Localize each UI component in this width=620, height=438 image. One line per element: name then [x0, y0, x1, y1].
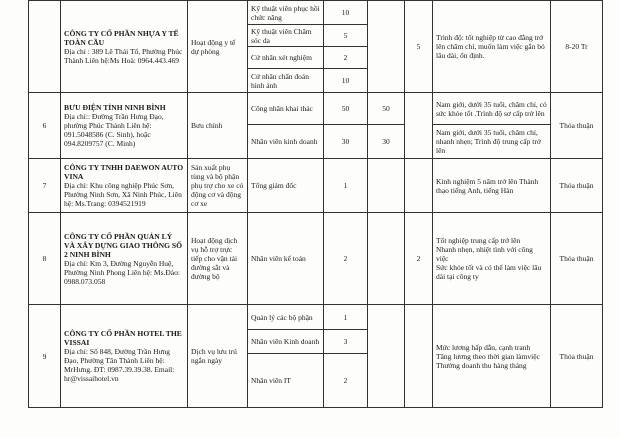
position-qty: 2	[324, 213, 368, 305]
table-row	[29, 159, 603, 213]
salary: Thỏa thuận	[551, 159, 603, 213]
requirement-line: Tốt nghiệp trung cấp trở lên	[436, 236, 521, 245]
company-name: CÔNG TY CỔ PHẦN HOTEL THE VISSAI	[64, 329, 182, 347]
company-name: CÔNG TY CỔ PHẦN QUẢN LÝ VÀ XÂY DỰNG GIAO THÔNG SỐ 2 NINH BÌNH	[64, 231, 183, 259]
requirements	[433, 213, 551, 305]
other-qty: 2	[405, 213, 433, 305]
requirements	[433, 305, 551, 408]
company-address: Địa chỉ: Khu công nghiệp Phúc Sơn, Phường Ninh Sơn, Xã Ninh Phúc, Liên hệ: Ms.Trang: 0394521919	[64, 181, 182, 208]
position-qty: 1	[324, 159, 368, 213]
business-field: Bưu chính	[188, 93, 248, 159]
requirement-line: Trình độ: tốt nghiệp từ cao đẳng trở lên chăm chỉ, muốn làm việc gắn bó lâu dài, ổn định.	[436, 33, 545, 60]
company-cell	[61, 213, 188, 305]
position-qty: 10	[324, 69, 368, 93]
position-title: Cử nhân chẩn đoán hình ảnh	[248, 69, 324, 93]
position-qty: 2	[324, 354, 368, 408]
salary: Thỏa thuận	[551, 305, 603, 408]
other-qty: 5	[405, 1, 433, 93]
company-address: Địa chỉ: Số 848, Đường Trần Hưng Đạo, Phường Tân Thành Liên hệ: MrHưng. ĐT: 0987.39.39.38. Email: hr@vissaihotel.vn	[64, 347, 175, 383]
total-qty	[368, 159, 405, 213]
company-name: CÔNG TY CỔ PHẦN NHỰA Y TẾ TOÀN CẦU	[64, 28, 179, 47]
other-qty	[405, 305, 433, 408]
position-qty: 30	[324, 125, 368, 159]
requirements: Kinh nghiệm 5 năm trở lên Thành thạo tiếng Anh, tiếng Hàn	[433, 159, 551, 213]
business-field: Dịch vụ lưu trú ngắn ngày	[188, 305, 248, 408]
row-number	[29, 1, 61, 93]
company-cell	[61, 93, 188, 159]
total-qty: 50	[368, 93, 405, 125]
position-title: Quản lý các bộ phận	[248, 305, 324, 330]
position-title: Nhân viên IT	[248, 354, 324, 408]
requirement-line: Thưởng doanh thu hàng tháng	[436, 360, 527, 370]
total-qty	[368, 1, 405, 93]
table-row	[29, 305, 603, 330]
business-field: Hoạt động dịch vụ hỗ trợ trực tiếp cho vận tải đường sắt và đường bộ	[188, 213, 248, 305]
total-qty	[368, 213, 405, 305]
row-number: 9	[29, 305, 61, 408]
requirement-line: Tăng lương theo thời gian làmviệc	[436, 351, 540, 361]
company-address: Địa chỉ : 389 Lê Thái Tổ, Phường Phúc Thành Liên hệ:Ms Hoà: 0964.443.469	[64, 46, 183, 65]
other-qty	[405, 93, 433, 159]
salary: Thỏa thuận	[551, 213, 603, 305]
row-number: 8	[29, 213, 61, 305]
position-qty: 3	[324, 330, 368, 354]
company-name: BƯU ĐIỆN TỈNH NINH BÌNH	[64, 103, 166, 112]
position-qty: 50	[324, 93, 368, 125]
position-title: Công nhân khai thác	[248, 93, 324, 125]
total-qty: 30	[368, 125, 405, 159]
requirements: Nam giới, dưới 35 tuổi, chăm chỉ, có sức khỏe tốt .Trình độ sơ cấp trở lên	[433, 93, 551, 125]
position-qty: 1	[324, 305, 368, 330]
requirements	[433, 1, 551, 93]
table-row	[29, 213, 603, 305]
position-title: Nhân viên kế toán	[248, 213, 324, 305]
requirement-line: Nhanh nhẹn, nhiệt tình với công việc	[436, 245, 533, 263]
other-qty	[405, 159, 433, 213]
position-title: Cử nhân xét nghiệm	[248, 47, 324, 69]
salary: Thỏa thuận	[551, 93, 603, 159]
company-address: Địa chỉ:: Đường Trần Hưng Đạo, phường Phúc Thành Liên hệ: 091.5048586 (C. Sinh), hoặc 094.8209757 (C. Minh)	[64, 112, 164, 148]
company-cell	[61, 1, 188, 93]
table-row	[29, 93, 603, 125]
business-field: Hoạt động y tế dự phòng	[188, 1, 248, 93]
row-number: 6	[29, 93, 61, 159]
salary: 8-20 Tr	[551, 1, 603, 93]
company-name: CÔNG TY TNHH DAEWON AUTO VINA	[64, 163, 184, 181]
position-qty: 2	[324, 47, 368, 69]
position-title: Tổng giám đốc	[248, 159, 324, 213]
position-title: Nhân viên Kinh doanh	[248, 330, 324, 354]
position-title: Nhân viên kinh doanh	[248, 125, 324, 159]
position-title: Kỹ thuật viên phục hồi chức năng	[248, 1, 324, 25]
row-number: 7	[29, 159, 61, 213]
requirement-line: Mức lương hấp dẫn, cạnh tranh	[436, 342, 531, 352]
company-cell	[61, 305, 188, 408]
position-qty: 5	[324, 25, 368, 47]
job-listing-table	[28, 0, 603, 408]
position-title: Kỹ thuật viên Chăm sóc da	[248, 25, 324, 47]
business-field: Sản xuất phụ tùng và bộ phận phụ trợ cho xe có động cơ và động cơ xe	[188, 159, 248, 213]
requirement-line: Sức khỏe tốt và có thể làm việc lâu dài tại công ty	[436, 263, 542, 281]
company-address: Địa chỉ: Km 3, Đường Nguyễn Huệ, Phường Ninh Phong Liên hệ: Ms.Đào: 0988.073.058	[64, 258, 180, 286]
table-row	[29, 1, 603, 25]
position-qty: 10	[324, 1, 368, 25]
company-cell	[61, 159, 188, 213]
total-qty	[368, 305, 405, 408]
requirements: Nam giới, dưới 35 tuổi, chăm chỉ, nhanh nhẹn; Trình độ trung cấp trở lên	[433, 125, 551, 159]
